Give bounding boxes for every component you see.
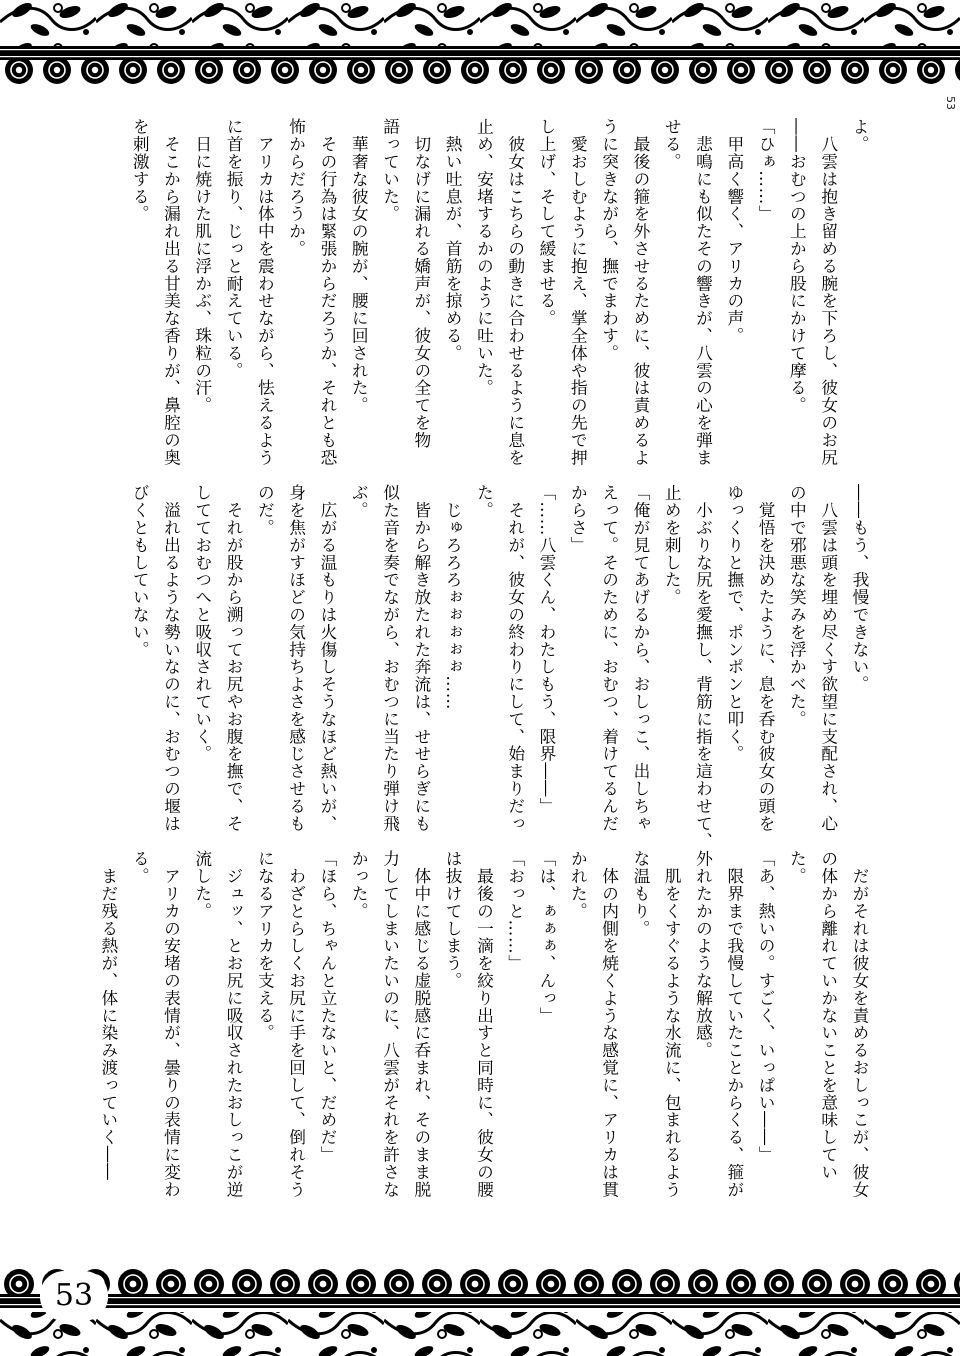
text-line: 「ほら、ちゃんと立たないと、だめだ」 <box>317 850 338 1164</box>
text-line: それが股から溯ってお尻やお腹を撫で、そ <box>224 484 245 832</box>
text-line: せる。 <box>662 118 683 171</box>
text-line: じゅろろろぉぉぉぉぉ…… <box>443 484 464 711</box>
text-line: 小ぶりな尻を愛撫し、背筋に指を這わせて、 <box>693 484 714 850</box>
text-line: 八雲は抱き留める腕を下ろし、彼女のお尻 <box>818 118 839 466</box>
text-line: うに突きながら、撫でまわす。 <box>599 118 620 362</box>
text-line: ――もう、我慢できない。 <box>850 484 870 693</box>
text-line: 体の内側を焼くような感覚に、アリカは貫 <box>599 850 620 1198</box>
text-line: かった。 <box>349 850 370 920</box>
text-line: 最後の一滴を絞り出すと同時に、彼女の腰 <box>474 850 495 1198</box>
text-line: えって。そのために、おむつ、着けてるんだ <box>599 484 620 832</box>
text-line: 広がる温もりは火傷しそうなほど熱いが、 <box>317 484 338 832</box>
text-line: のだ。 <box>255 484 276 537</box>
text-line: に首を振り、じっと耐えている。 <box>224 118 245 379</box>
text-line: し上げ、そして緩ませる。 <box>537 118 558 327</box>
text-line: わざとらしくお尻に手を回して、倒れそう <box>286 850 307 1198</box>
text-line: 悲鳴にも似たその響きが、八雲の心を弾ま <box>693 118 714 466</box>
text-line: 似た音を奏でながら、おむつに当たり弾け飛 <box>380 484 401 832</box>
text-line: 愛おしむように抱え、掌全体や指の先で押 <box>568 118 589 466</box>
text-line: は抜けてしまう。 <box>443 850 464 990</box>
lace-border-bottom <box>0 1262 960 1356</box>
lace-border-top <box>0 0 960 92</box>
text-line: よ。 <box>850 118 870 153</box>
text-line: 止め、安堵するかのように吐いた。 <box>474 118 495 397</box>
text-line: かれた。 <box>568 850 589 920</box>
text-line: だがそれは彼女を責めるおしっこが、彼女 <box>850 850 870 1198</box>
text-line: 限界まで我慢していたことからくる、箍が <box>724 850 745 1198</box>
text-line: た。 <box>474 484 495 519</box>
text-line: の体から離れていかないことを意味してい <box>818 850 839 1181</box>
page-number: 53 <box>54 1278 94 1313</box>
running-page-number: 53 <box>944 96 957 110</box>
text-line: た。 <box>787 850 808 885</box>
page-number-badge <box>40 1271 108 1321</box>
text-line: る。 <box>130 850 151 885</box>
text-line: 怖からだろうか。 <box>286 118 307 258</box>
text-line: してておむつへと吸収されていく。 <box>192 484 213 763</box>
text-line: アリカは体中を震わせながら、怯えるよう <box>255 118 276 466</box>
text-line: ぶ。 <box>349 484 370 519</box>
text-line: それが、彼女の終わりにして、始まりだっ <box>505 484 526 832</box>
text-line: 「ひぁ……」 <box>756 118 777 223</box>
text-line: 最後の箍を外させるために、彼は責めるよ <box>630 118 651 466</box>
text-line: ――おむつの上から股にかけて摩る。 <box>787 118 808 414</box>
text-line: まだ残る熱が、体に染み渡っていく―― <box>98 850 119 1181</box>
text-line: になるアリカを支える。 <box>255 850 276 1042</box>
text-line: 彼女はこちらの動きに合わせるように息を <box>505 118 526 466</box>
text-line: な温もり。 <box>630 850 651 937</box>
text-line: 切なげに漏れる嬌声が、彼女の全てを物 <box>411 118 432 449</box>
text-line: 「は、ぁぁぁ、んっ」 <box>537 850 558 1024</box>
text-line: 「あ、熱いの。すごく、いっぱい――」 <box>756 850 777 1164</box>
text-line: 熱い吐息が、首筋を掠める。 <box>443 118 464 362</box>
text-line: 肌をくすぐるような水流に、包まれるよう <box>662 850 683 1198</box>
text-block-upper <box>115 118 875 480</box>
text-line: アリカの安堵の表情が、曇りの表情に変わ <box>161 850 182 1198</box>
text-line: の中で邪悪な笑みを浮かべた。 <box>787 484 808 728</box>
text-line: 「おっと……」 <box>505 850 526 972</box>
text-line: 溢れ出るような勢いなのに、おむつの堰は <box>161 484 182 832</box>
text-line: 力してしまいたいのに、八雲がそれを許さな <box>380 850 401 1198</box>
text-line: ジュッ、とお尻に吸収されたおしっこが逆 <box>224 850 245 1198</box>
text-line: 皆から解き放たれた奔流は、せせらぎにも <box>411 484 432 832</box>
text-line: 身を焦がすほどの気持ちよさを感じさせるも <box>286 484 307 832</box>
text-line: 甲高く響く、アリカの声。 <box>724 118 745 345</box>
text-line: 体中に感じる虚脱感に呑まれ、そのまま脱 <box>411 850 432 1198</box>
text-line: その行為は緊張からだろうか、それとも恐 <box>317 118 338 466</box>
text-block-middle <box>115 484 875 850</box>
text-line: 外れたかのような解放感。 <box>693 850 714 1059</box>
text-line: 覚悟を決めたように、息を呑む彼女の頭を <box>756 484 777 832</box>
text-line: 流した。 <box>192 850 213 920</box>
text-line: びくともしていない。 <box>130 484 151 658</box>
text-line: 華奢な彼女の腕が、腰に回された。 <box>349 118 370 414</box>
text-line: 八雲は頭を埋め尽くす欲望に支配され、心 <box>818 484 839 832</box>
text-line: 「俺が見てあげるから、おしっこ、出しちゃ <box>630 484 651 832</box>
text-line: 止めを刺した。 <box>662 484 683 606</box>
text-line: 日に焼けた肌に浮かぶ、珠粒の汗。 <box>192 118 213 414</box>
text-line: を刺激する。 <box>130 118 151 223</box>
text-block-lower <box>98 850 875 1212</box>
text-line: ゆっくりと撫で、ポンポンと叩く。 <box>724 484 745 763</box>
text-line: からさ」 <box>568 484 589 554</box>
text-line: そこから漏れ出る甘美な香りが、鼻腔の奥 <box>161 118 182 466</box>
text-line: 語っていた。 <box>380 118 401 223</box>
text-line: 「……八雲くん、わたしもう、限界――」 <box>537 484 558 815</box>
